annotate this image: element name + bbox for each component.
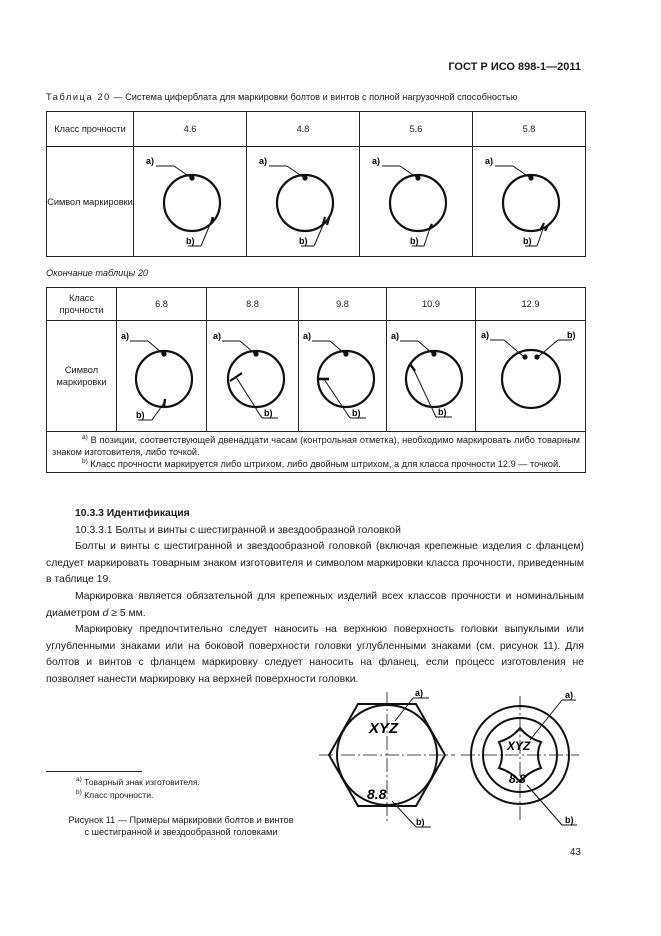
leader-line [148, 341, 162, 353]
symbol-cell [134, 147, 247, 257]
dial-circle [136, 351, 192, 407]
dial-dot [415, 175, 420, 180]
symbol-cell [473, 147, 586, 257]
dial-symbol-4-6 [140, 148, 240, 252]
class-cell: 5.8 [473, 112, 586, 147]
row-label-class: Класс прочности [47, 112, 134, 147]
dial-symbol-5-6 [366, 148, 466, 252]
symbol-cell [299, 321, 387, 432]
label-a: a) [212, 330, 221, 341]
figure-caption-line: Рисунок 11 — Примеры маркировки болтов и винтов [68, 815, 294, 825]
leader-line [504, 340, 523, 356]
table-row [47, 147, 586, 257]
paragraph-text: ≥ 5 мм. [108, 607, 146, 619]
leader-line [400, 166, 416, 177]
dial-symbol-9-8 [300, 323, 386, 427]
leader-line [527, 785, 562, 825]
footnote [76, 777, 200, 787]
leader-line [240, 341, 254, 353]
symbol-cell [476, 321, 586, 432]
footnote-marker: b) [76, 789, 82, 797]
table-continuation-label: Окончание таблицы 20 [46, 268, 149, 278]
variable-d: d [102, 607, 109, 619]
dial-stroke [164, 399, 165, 406]
dial-dot [343, 351, 348, 356]
hex-head-bolt [319, 688, 455, 827]
label-a: a) [146, 156, 155, 166]
strength-class-mark: 8.8 [367, 786, 387, 802]
leader-line [324, 379, 350, 418]
paragraph: Болты и винты с шестигранной и звездообразной головкой (включая крепежные изделия с фланцем) следует маркировать товарным знаком изготовителя и символом маркировки класса прочности, приведенным в таблице 19. [46, 541, 584, 586]
dial-dot [253, 351, 258, 356]
class-cell: 4.6 [134, 112, 247, 147]
dial-symbol-5-8 [479, 148, 579, 252]
dial-symbol-6-8 [118, 323, 206, 427]
leader-line [530, 700, 562, 740]
symbol-cell [360, 147, 473, 257]
label-b: b) [416, 817, 425, 827]
note-b-marker: b) [82, 457, 88, 465]
footnote-marker: a) [76, 776, 82, 784]
table-row [47, 288, 586, 321]
table-notes-row [47, 432, 586, 473]
label-b: b) [135, 409, 144, 420]
manufacturer-mark: XYZ [369, 720, 399, 737]
dial-circle [228, 351, 284, 407]
figure-caption-line: с шестигранной и звездообразной головками [84, 827, 278, 837]
dial-circle [277, 175, 333, 231]
leader-line [413, 368, 436, 417]
footnote-separator [46, 771, 142, 772]
class-cell: 8.8 [207, 288, 299, 321]
label-a: a) [372, 156, 381, 166]
leader-line [330, 341, 344, 353]
footnote [76, 790, 153, 800]
paragraph [46, 589, 584, 622]
symbol-cell [207, 321, 299, 432]
figure-11 [315, 682, 590, 842]
leader-line [392, 801, 416, 827]
class-cell: 4.8 [247, 112, 360, 147]
table-20 [46, 111, 586, 257]
leader-line [201, 222, 211, 246]
table-caption-prefix: Таблица 20 [46, 92, 111, 102]
figure-caption [46, 814, 316, 838]
paragraph-text: Маркировка является обязательной для крепежных изделий всех классов прочности и номинальным диаметром [46, 590, 584, 619]
section-heading: 10.3.3 Идентификация [75, 508, 190, 519]
label-a: a) [415, 688, 424, 698]
label-b: b) [565, 815, 574, 825]
label-b: b) [186, 236, 195, 246]
class-cell: 9.8 [299, 288, 387, 321]
row-label-symbol: Символ маркировки [47, 321, 117, 432]
label-a: a) [120, 330, 129, 341]
label-b: b) [263, 407, 272, 418]
leader-line [174, 166, 190, 177]
dial-circle [502, 350, 560, 408]
label-b: b) [351, 407, 360, 418]
label-b: b) [438, 406, 447, 417]
paragraph: Маркировку предпочтительно следует наносить на верхнюю поверхность головки выпуклыми или углубленными знаками или на боковой поверхности головки углубленными знаками (см. рисунок 11). Для болтов и винтов с фланцем маркировку следует наносить на фланец, если процесс изготовления не позволяет нанести маркировку на верхней поверхности головки. [46, 624, 584, 685]
label-b: b) [410, 236, 419, 246]
dial-dot [522, 354, 527, 359]
document-header: ГОСТ Р ИСО 898-1—2011 [448, 61, 581, 73]
leader-line [539, 340, 558, 356]
row-label-class: Класс прочности [47, 288, 117, 321]
leader-line [287, 166, 303, 177]
leader-line [537, 229, 543, 246]
dial-dot [302, 175, 307, 180]
row-label-symbol: Символ маркировки [47, 147, 134, 257]
leader-line [513, 166, 529, 177]
dial-circle [406, 351, 462, 407]
section-subheading: 10.3.3.1 Болты и винты с шестигранной и звездообразной головкой [75, 524, 401, 536]
section-body [46, 506, 584, 689]
dial-dot [534, 354, 539, 359]
footnote-text: Класс прочности. [81, 790, 154, 800]
dial-symbol-8-8 [208, 323, 298, 427]
manufacturer-mark: XYZ [507, 739, 531, 753]
class-cell: 12.9 [476, 288, 586, 321]
note-b [52, 458, 580, 470]
label-b: b) [523, 236, 532, 246]
dial-dot [431, 351, 436, 356]
symbol-cell [247, 147, 360, 257]
symbol-cell [117, 321, 207, 432]
leader-line [395, 698, 413, 721]
table-row [47, 321, 586, 432]
label-a: a) [485, 156, 494, 166]
hexalobular-head-bolt [461, 690, 579, 825]
note-a-marker: a) [82, 433, 88, 441]
note-a [52, 434, 580, 458]
leader-line [418, 341, 432, 353]
dial-dot [528, 175, 533, 180]
label-a: a) [480, 329, 489, 340]
dial-dot [161, 351, 166, 356]
label-b: b) [566, 329, 575, 340]
symbol-cell [387, 321, 476, 432]
table-row [47, 112, 586, 147]
label-a: a) [259, 156, 268, 166]
leader-line [236, 377, 262, 418]
dial-symbol-12-9 [478, 323, 584, 427]
table-20-continuation [46, 287, 586, 473]
dial-circle [390, 175, 446, 231]
dial-circle [503, 175, 559, 231]
class-cell: 10.9 [387, 288, 476, 321]
label-a: a) [391, 330, 400, 341]
page-number: 43 [569, 847, 581, 858]
label-a: a) [565, 690, 574, 700]
footnote-text: Товарный знак изготовителя. [81, 777, 200, 787]
class-cell: 6.8 [117, 288, 207, 321]
note-a-text: В позиции, соответствующей двенадцати часам (контрольная отметка), необходимо маркировать либо товарным знаком изготовителя, либо точкой. [52, 435, 580, 457]
label-b: b) [299, 236, 308, 246]
table-notes [47, 432, 586, 473]
table-caption-text: — Система циферблата для маркировки болтов и винтов с полной нагрузочной способностью [110, 92, 518, 102]
note-b-text: Класс прочности маркируется либо штрихом, либо двойным штрихом, а для класса прочности 12.9 — точкой. [87, 459, 561, 469]
label-a: a) [302, 330, 311, 341]
strength-class-mark: 8.8 [509, 772, 526, 786]
dial-symbol-10-9 [388, 323, 474, 427]
table-caption [46, 92, 518, 102]
class-cell: 5.6 [360, 112, 473, 147]
dial-dot [189, 175, 194, 180]
dial-symbol-4-8 [253, 148, 353, 252]
